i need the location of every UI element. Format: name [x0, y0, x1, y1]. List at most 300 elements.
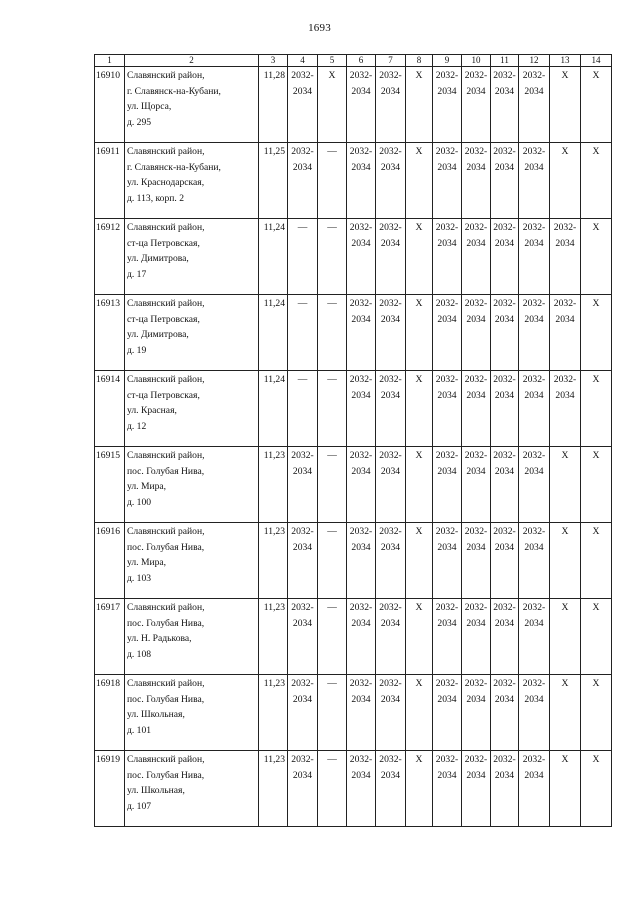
cell-line: 2032-	[553, 298, 577, 309]
address-line: ул. Школьная,	[127, 785, 185, 796]
row-number: 16911	[95, 143, 125, 219]
cell-line: 2034	[380, 693, 401, 705]
address-line: д. 100	[127, 496, 152, 508]
cell-line: 2034	[466, 313, 486, 325]
cell-line: 2032-	[464, 450, 488, 461]
address-line: ул. Щорса,	[127, 101, 172, 112]
cell-c11	[491, 295, 519, 371]
cell-c4: —	[288, 371, 318, 447]
column-header: 12	[519, 55, 550, 67]
cell-line: 2032-	[464, 602, 488, 613]
cell-c10	[462, 675, 491, 751]
cell-line: 2032-	[464, 526, 488, 537]
cell-line: 2032-	[349, 146, 373, 157]
cell-line: 2034	[524, 617, 544, 629]
row-number: 16912	[95, 219, 125, 295]
cell-line: 2032-	[435, 70, 459, 81]
cell-line: 2032-	[522, 678, 546, 689]
cell-c6	[347, 447, 376, 523]
column-header: 2	[125, 55, 259, 67]
cell-line: 2034	[437, 541, 457, 553]
cell-c3: 11,23	[259, 675, 288, 751]
cell-c9	[433, 751, 462, 827]
cell-c8: Х	[406, 675, 433, 751]
cell-c14: Х	[581, 599, 612, 675]
column-header: 11	[491, 55, 519, 67]
address-line: ул. Красная,	[127, 405, 177, 416]
cell-c11	[491, 751, 519, 827]
address-cell	[125, 371, 259, 447]
cell-line: 2032-	[291, 450, 314, 461]
address-line: д. 101	[127, 724, 152, 736]
cell-c13	[550, 371, 581, 447]
cell-c11	[491, 447, 519, 523]
address-line: Славянский район,	[127, 526, 205, 537]
cell-c4	[288, 523, 318, 599]
cell-line: 2034	[466, 85, 486, 97]
cell-c6	[347, 599, 376, 675]
address-line: г. Славянск-на-Кубани,	[127, 85, 221, 97]
cell-c6	[347, 675, 376, 751]
cell-line: 2032-	[291, 678, 314, 689]
cell-c5: Х	[318, 67, 347, 143]
cell-line: 2032-	[553, 222, 577, 233]
cell-c12	[519, 599, 550, 675]
cell-line: 2034	[351, 465, 371, 477]
cell-c3: 11,23	[259, 751, 288, 827]
cell-line: 2032-	[379, 222, 402, 233]
cell-line: 2032-	[291, 146, 314, 157]
cell-line: 2034	[466, 237, 486, 249]
page-number: 1693	[308, 22, 331, 34]
row-number: 16916	[95, 523, 125, 599]
cell-line: 2032-	[522, 450, 546, 461]
cell-line: 2034	[437, 313, 457, 325]
cell-line: 2032-	[349, 450, 373, 461]
cell-c3: 11,24	[259, 295, 288, 371]
cell-c14: Х	[581, 675, 612, 751]
cell-line: 2034	[466, 465, 486, 477]
cell-line: 2034	[437, 161, 457, 173]
column-header: 10	[462, 55, 491, 67]
cell-line: 2034	[292, 769, 313, 781]
cell-line: 2032-	[435, 146, 459, 157]
cell-line: 2034	[437, 85, 457, 97]
cell-c10	[462, 523, 491, 599]
cell-line: 2034	[292, 465, 313, 477]
cell-c5: —	[318, 371, 347, 447]
cell-c7	[376, 143, 406, 219]
cell-c9	[433, 675, 462, 751]
cell-c3: 11,24	[259, 219, 288, 295]
cell-c6	[347, 219, 376, 295]
cell-c7	[376, 675, 406, 751]
cell-line: 2032-	[522, 222, 546, 233]
cell-c11	[491, 675, 519, 751]
cell-c5: —	[318, 675, 347, 751]
cell-line: 2032-	[522, 298, 546, 309]
cell-line: 2032-	[291, 602, 314, 613]
address-line: Славянский район,	[127, 146, 205, 157]
cell-c4	[288, 751, 318, 827]
cell-line: 2032-	[291, 754, 314, 765]
table-row	[95, 295, 612, 371]
cell-line: 2034	[494, 769, 515, 781]
cell-line: 2034	[380, 389, 401, 401]
table-row	[95, 599, 612, 675]
cell-c4	[288, 675, 318, 751]
cell-line: 2032-	[553, 374, 577, 385]
address-cell	[125, 599, 259, 675]
cell-line: 2032-	[522, 146, 546, 157]
cell-line: 2032-	[349, 298, 373, 309]
row-number: 16910	[95, 67, 125, 143]
address-line: ст-ца Петровская,	[127, 237, 200, 249]
cell-line: 2032-	[493, 146, 516, 157]
cell-c12	[519, 143, 550, 219]
cell-line: 2032-	[349, 374, 373, 385]
cell-c11	[491, 143, 519, 219]
table-row	[95, 675, 612, 751]
column-header: 8	[406, 55, 433, 67]
cell-line: 2034	[494, 617, 515, 629]
cell-c3: 11,23	[259, 523, 288, 599]
cell-line: 2034	[524, 693, 544, 705]
address-line: д. 107	[127, 800, 152, 812]
cell-line: 2034	[437, 237, 457, 249]
cell-line: 2034	[351, 769, 371, 781]
cell-c10	[462, 371, 491, 447]
column-header: 7	[376, 55, 406, 67]
cell-line: 2032-	[291, 70, 314, 81]
cell-line: 2034	[351, 313, 371, 325]
cell-c7	[376, 447, 406, 523]
address-line: д. 19	[127, 344, 147, 356]
cell-c6	[347, 523, 376, 599]
cell-line: 2032-	[435, 678, 459, 689]
cell-c12	[519, 675, 550, 751]
address-line: ст-ца Петровская,	[127, 389, 200, 401]
cell-c11	[491, 599, 519, 675]
cell-line: 2032-	[493, 754, 516, 765]
cell-c14: Х	[581, 751, 612, 827]
cell-line: 2032-	[435, 602, 459, 613]
cell-line: 2032-	[349, 602, 373, 613]
address-line: ул. Краснодарская,	[127, 177, 205, 188]
cell-line: 2032-	[522, 374, 546, 385]
row-number: 16914	[95, 371, 125, 447]
cell-c3: 11,25	[259, 143, 288, 219]
column-header: 9	[433, 55, 462, 67]
cell-c7	[376, 599, 406, 675]
cell-c7	[376, 523, 406, 599]
cell-line: 2034	[494, 541, 515, 553]
cell-line: 2032-	[493, 70, 516, 81]
cell-c3: 11,24	[259, 371, 288, 447]
cell-line: 2034	[466, 541, 486, 553]
cell-line: 2034	[494, 389, 515, 401]
cell-line: 2032-	[435, 526, 459, 537]
column-header: 13	[550, 55, 581, 67]
cell-c7	[376, 295, 406, 371]
column-header: 6	[347, 55, 376, 67]
cell-c6	[347, 751, 376, 827]
cell-line: 2034	[380, 85, 401, 97]
cell-c12	[519, 295, 550, 371]
address-line: д. 103	[127, 572, 152, 584]
cell-line: 2034	[380, 465, 401, 477]
cell-line: 2034	[292, 693, 313, 705]
cell-c13: Х	[550, 523, 581, 599]
cell-line: 2034	[380, 769, 401, 781]
cell-line: 2034	[524, 541, 544, 553]
cell-c10	[462, 67, 491, 143]
address-line: д. 113, корп. 2	[127, 192, 185, 204]
cell-c12	[519, 67, 550, 143]
cell-c12	[519, 447, 550, 523]
cell-c4	[288, 67, 318, 143]
cell-c13: Х	[550, 675, 581, 751]
cell-line: 2032-	[522, 754, 546, 765]
cell-line: 2032-	[349, 526, 373, 537]
cell-c12	[519, 751, 550, 827]
address-line: ул. Мира,	[127, 557, 167, 568]
row-number: 16918	[95, 675, 125, 751]
cell-c14: Х	[581, 371, 612, 447]
cell-c4: —	[288, 295, 318, 371]
cell-c4	[288, 143, 318, 219]
cell-c7	[376, 371, 406, 447]
cell-c7	[376, 67, 406, 143]
cell-line: 2032-	[493, 298, 516, 309]
cell-line: 2034	[524, 389, 544, 401]
cell-c8: Х	[406, 523, 433, 599]
cell-c13	[550, 219, 581, 295]
cell-c8: Х	[406, 371, 433, 447]
cell-line: 2032-	[522, 526, 546, 537]
cell-c14: Х	[581, 523, 612, 599]
cell-c3: 11,28	[259, 67, 288, 143]
column-header: 5	[318, 55, 347, 67]
cell-line: 2034	[380, 161, 401, 173]
cell-c11	[491, 371, 519, 447]
table-row	[95, 67, 612, 143]
cell-line: 2032-	[379, 146, 402, 157]
cell-line: 2032-	[464, 678, 488, 689]
cell-line: 2034	[292, 617, 313, 629]
cell-c13: Х	[550, 143, 581, 219]
cell-line: 2034	[494, 237, 515, 249]
cell-line: 2034	[466, 769, 486, 781]
cell-line: 2032-	[291, 526, 314, 537]
table-body	[95, 67, 612, 827]
cell-line: 2034	[292, 85, 313, 97]
cell-line: 2034	[351, 161, 371, 173]
cell-c14: Х	[581, 447, 612, 523]
cell-c6	[347, 295, 376, 371]
cell-line: 2032-	[379, 450, 402, 461]
cell-line: 2032-	[464, 222, 488, 233]
cell-line: 2032-	[379, 298, 402, 309]
row-number: 16913	[95, 295, 125, 371]
cell-c6	[347, 67, 376, 143]
cell-line: 2032-	[379, 526, 402, 537]
cell-c8: Х	[406, 295, 433, 371]
cell-c7	[376, 219, 406, 295]
address-line: Славянский район,	[127, 754, 205, 765]
cell-line: 2032-	[435, 754, 459, 765]
cell-c8: Х	[406, 751, 433, 827]
cell-line: 2032-	[493, 602, 516, 613]
cell-c4	[288, 599, 318, 675]
cell-line: 2034	[437, 389, 457, 401]
table-row	[95, 523, 612, 599]
address-line: д. 108	[127, 648, 152, 660]
cell-c5: —	[318, 523, 347, 599]
cell-line: 2032-	[493, 374, 516, 385]
cell-line: 2032-	[435, 450, 459, 461]
cell-line: 2034	[524, 313, 544, 325]
cell-line: 2032-	[349, 70, 373, 81]
address-line: ул. Димитрова,	[127, 253, 189, 264]
cell-c5: —	[318, 143, 347, 219]
cell-c9	[433, 219, 462, 295]
cell-c8: Х	[406, 599, 433, 675]
cell-line: 2032-	[349, 754, 373, 765]
cell-line: 2032-	[349, 678, 373, 689]
cell-c8: Х	[406, 219, 433, 295]
address-line: Славянский район,	[127, 298, 205, 309]
table-header	[95, 55, 612, 67]
cell-c9	[433, 523, 462, 599]
cell-line: 2034	[524, 237, 544, 249]
address-cell	[125, 523, 259, 599]
cell-line: 2032-	[435, 374, 459, 385]
cell-line: 2034	[351, 85, 371, 97]
cell-line: 2034	[437, 769, 457, 781]
cell-c10	[462, 143, 491, 219]
cell-line: 2032-	[464, 70, 488, 81]
cell-c9	[433, 371, 462, 447]
cell-c8: Х	[406, 67, 433, 143]
cell-line: 2034	[292, 161, 313, 173]
cell-line: 2034	[351, 237, 371, 249]
cell-c12	[519, 371, 550, 447]
address-cell	[125, 751, 259, 827]
address-line: г. Славянск-на-Кубани,	[127, 161, 221, 173]
cell-line: 2034	[292, 541, 313, 553]
cell-c14: Х	[581, 219, 612, 295]
address-line: Славянский район,	[127, 70, 205, 81]
cell-line: 2034	[351, 693, 371, 705]
cell-c14: Х	[581, 67, 612, 143]
cell-line: 2032-	[379, 602, 402, 613]
cell-c11	[491, 523, 519, 599]
cell-c13: Х	[550, 67, 581, 143]
address-cell	[125, 447, 259, 523]
cell-line: 2032-	[464, 298, 488, 309]
cell-line: 2034	[524, 465, 544, 477]
address-line: д. 17	[127, 268, 147, 280]
cell-line: 2032-	[379, 678, 402, 689]
housing-program-table	[94, 54, 612, 827]
cell-c8: Х	[406, 447, 433, 523]
cell-c9	[433, 295, 462, 371]
cell-c5: —	[318, 295, 347, 371]
cell-line: 2032-	[435, 222, 459, 233]
address-line: пос. Голубая Нива,	[127, 541, 205, 553]
address-line: ул. Школьная,	[127, 709, 185, 720]
cell-c9	[433, 599, 462, 675]
cell-line: 2034	[494, 85, 515, 97]
cell-c14: Х	[581, 143, 612, 219]
column-header: 3	[259, 55, 288, 67]
cell-c10	[462, 219, 491, 295]
cell-c10	[462, 751, 491, 827]
table-row	[95, 751, 612, 827]
address-cell	[125, 219, 259, 295]
cell-c14: Х	[581, 295, 612, 371]
cell-line: 2034	[466, 161, 486, 173]
cell-line: 2034	[466, 389, 486, 401]
address-line: ул. Н. Радькова,	[127, 633, 192, 644]
cell-c4: —	[288, 219, 318, 295]
address-line: Славянский район,	[127, 222, 205, 233]
cell-c11	[491, 67, 519, 143]
cell-line: 2034	[524, 769, 544, 781]
address-line: пос. Голубая Нива,	[127, 617, 205, 629]
address-line: Славянский район,	[127, 374, 205, 385]
cell-c5: —	[318, 219, 347, 295]
cell-line: 2032-	[493, 450, 516, 461]
cell-c9	[433, 143, 462, 219]
cell-line: 2034	[380, 237, 401, 249]
address-line: пос. Голубая Нива,	[127, 465, 205, 477]
cell-line: 2032-	[379, 374, 402, 385]
cell-line: 2034	[494, 465, 515, 477]
cell-c13: Х	[550, 751, 581, 827]
address-line: Славянский район,	[127, 602, 205, 613]
cell-line: 2032-	[522, 70, 546, 81]
address-cell	[125, 67, 259, 143]
cell-line: 2032-	[349, 222, 373, 233]
cell-line: 2034	[380, 617, 401, 629]
cell-c8: Х	[406, 143, 433, 219]
table-row	[95, 371, 612, 447]
address-line: д. 12	[127, 420, 147, 432]
cell-c12	[519, 523, 550, 599]
cell-c9	[433, 67, 462, 143]
cell-line: 2032-	[493, 222, 516, 233]
cell-line: 2034	[351, 617, 371, 629]
row-number: 16919	[95, 751, 125, 827]
cell-c4	[288, 447, 318, 523]
cell-c3: 11,23	[259, 599, 288, 675]
cell-c5: —	[318, 599, 347, 675]
cell-line: 2034	[524, 85, 544, 97]
cell-line: 2032-	[522, 602, 546, 613]
column-header: 4	[288, 55, 318, 67]
address-cell	[125, 295, 259, 371]
cell-c7	[376, 751, 406, 827]
address-cell	[125, 143, 259, 219]
column-header: 1	[95, 55, 125, 67]
cell-line: 2034	[494, 313, 515, 325]
table-row	[95, 143, 612, 219]
cell-c10	[462, 295, 491, 371]
table-row	[95, 219, 612, 295]
cell-line: 2032-	[493, 678, 516, 689]
